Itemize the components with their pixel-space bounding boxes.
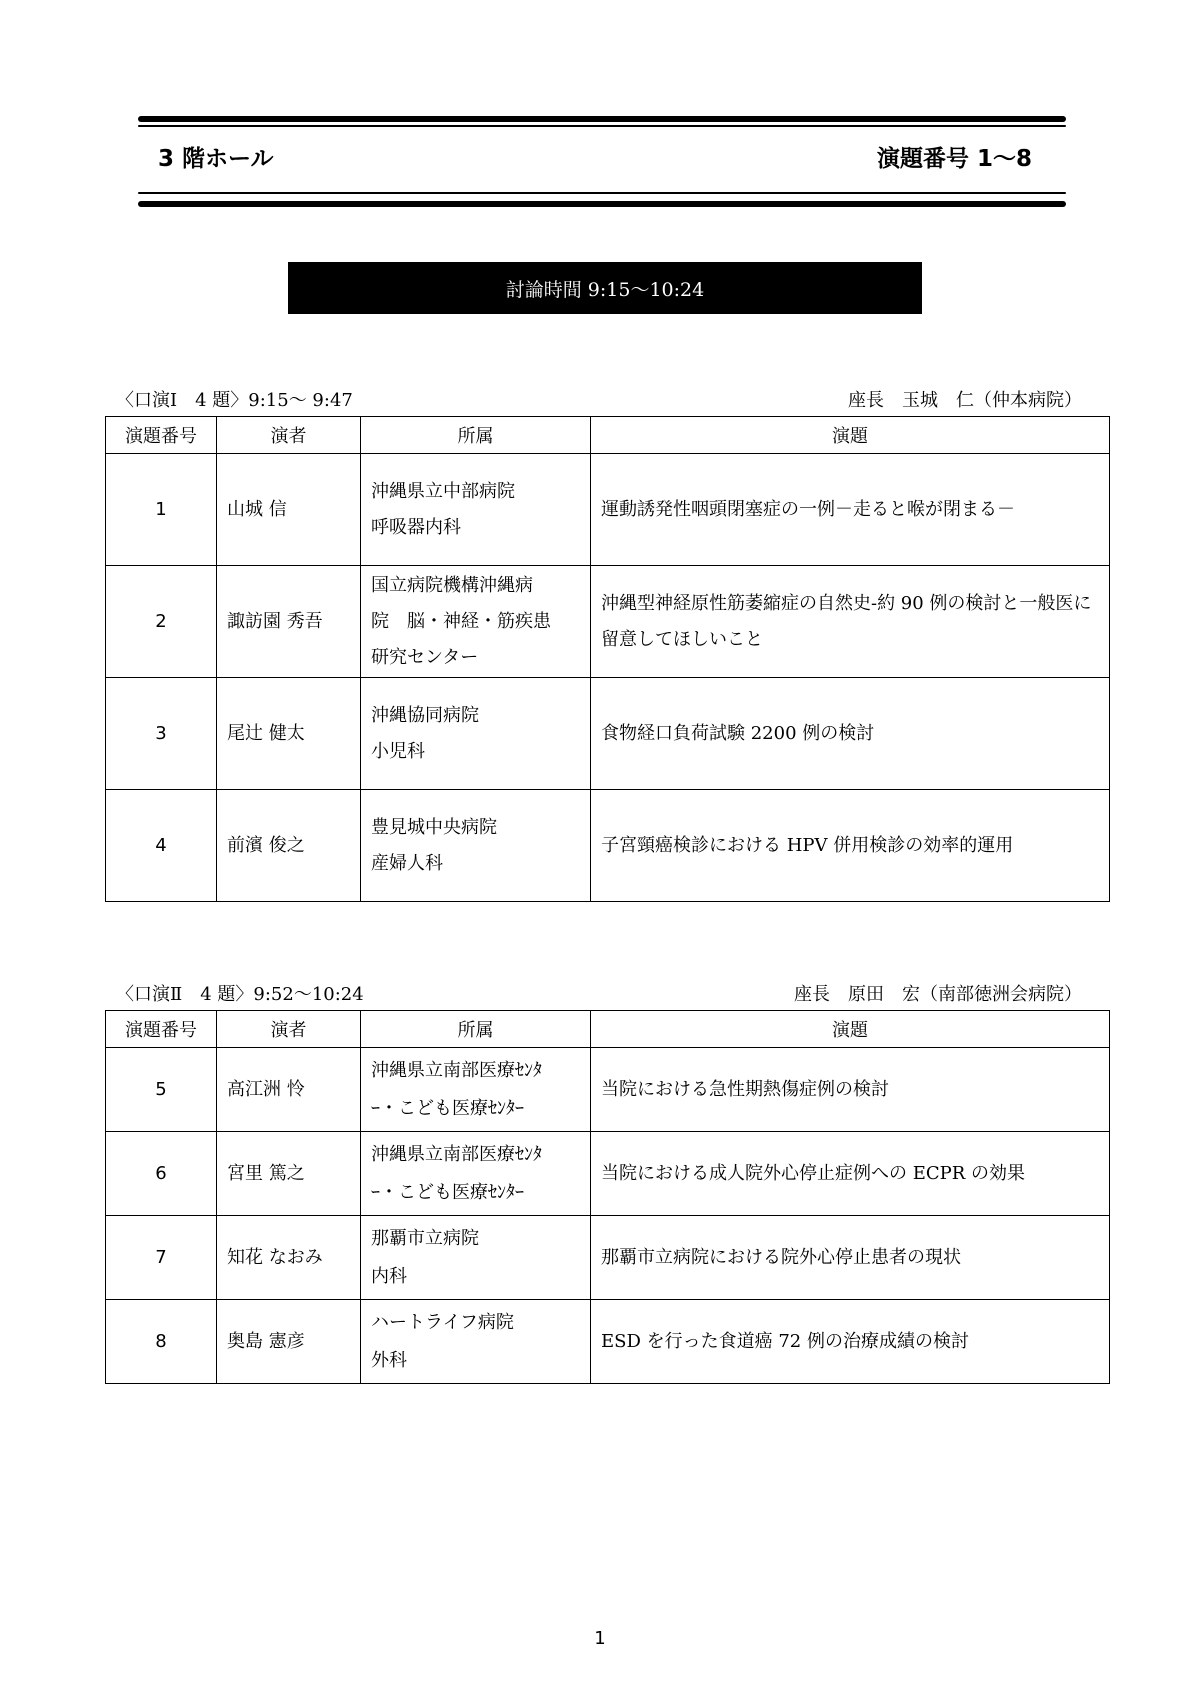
affiliation-line: 研究センター (371, 646, 479, 668)
table-header-row (106, 1011, 1110, 1048)
affiliation-line: 国立病院機構沖縄病 (371, 574, 533, 596)
header-rule-bottom-thin (138, 192, 1066, 194)
affiliation-line: 豊見城中央病院 (371, 816, 497, 838)
speaker-name: 尾辻 健太 (217, 678, 361, 790)
speaker-name: 高江洲 怜 (217, 1048, 361, 1132)
presentation-title: 沖縄型神経原性筋萎縮症の自然史-約 90 例の検討と一般医に留意してほしいこと (591, 566, 1110, 678)
col-header-speaker: 演者 (217, 1011, 361, 1048)
speaker-name: 知花 なおみ (217, 1216, 361, 1300)
abstract-number: 7 (106, 1216, 217, 1300)
abstract-range-title: 演題番号 1～8 (876, 146, 1032, 172)
abstract-number: 6 (106, 1132, 217, 1216)
speaker-name: 宮里 篤之 (217, 1132, 361, 1216)
col-header-title: 演題 (591, 417, 1110, 454)
speaker-name: 奥島 憲彦 (217, 1300, 361, 1384)
session-2-table (105, 1010, 1110, 1384)
presentation-title: 当院における成人院外心停止症例への ECPR の効果 (591, 1132, 1110, 1216)
col-header-number: 演題番号 (106, 417, 217, 454)
affiliation (361, 1048, 591, 1132)
affiliation-line: 内科 (371, 1265, 407, 1287)
presentation-title: 子宮頸癌検診における HPV 併用検診の効率的運用 (591, 790, 1110, 902)
affiliation (361, 1132, 591, 1216)
speaker-name: 山城 信 (217, 454, 361, 566)
affiliation-line: ハートライフ病院 (371, 1311, 514, 1333)
affiliation (361, 566, 591, 678)
abstract-number: 5 (106, 1048, 217, 1132)
affiliation-line: 沖縄県立中部病院 (371, 480, 515, 502)
table-row (106, 1132, 1110, 1216)
affiliation-line: 産婦人科 (371, 852, 443, 874)
table-row (106, 1048, 1110, 1132)
speaker-name: 諏訪園 秀吾 (217, 566, 361, 678)
header-rule-bottom-thick (138, 201, 1066, 207)
col-header-number: 演題番号 (106, 1011, 217, 1048)
table-row (106, 678, 1110, 790)
affiliation-line: ｰ・こども医療ｾﾝﾀｰ (371, 1097, 524, 1119)
abstract-number: 4 (106, 790, 217, 902)
speaker-name: 前濱 俊之 (217, 790, 361, 902)
col-header-title: 演題 (591, 1011, 1110, 1048)
table-row (106, 566, 1110, 678)
affiliation-line: 沖縄県立南部医療ｾﾝﾀ (371, 1059, 542, 1081)
page-number: 1 (594, 1628, 606, 1649)
affiliation-line: 小児科 (371, 740, 425, 762)
col-header-affiliation: 所属 (361, 417, 591, 454)
session-chair: 座長 原田 宏（南部徳洲会病院） (794, 984, 1082, 1005)
table-row (106, 454, 1110, 566)
presentation-title: 当院における急性期熱傷症例の検討 (591, 1048, 1110, 1132)
header-rule-top-thick (138, 116, 1066, 122)
presentation-title: 那覇市立病院における院外心停止患者の現状 (591, 1216, 1110, 1300)
table-row (106, 1216, 1110, 1300)
table-row (106, 1300, 1110, 1384)
affiliation (361, 790, 591, 902)
abstract-number: 8 (106, 1300, 217, 1384)
table-row (106, 790, 1110, 902)
session-chair: 座長 玉城 仁（仲本病院） (848, 390, 1082, 411)
col-header-affiliation: 所属 (361, 1011, 591, 1048)
presentation-title: 食物経口負荷試験 2200 例の検討 (591, 678, 1110, 790)
col-header-speaker: 演者 (217, 417, 361, 454)
hall-title: 3 階ホール (158, 146, 274, 172)
session-label: 〈口演Ⅰ 4 題〉9:15～ 9:47 (116, 390, 353, 411)
affiliation-line: 沖縄県立南部医療ｾﾝﾀ (371, 1143, 542, 1165)
affiliation-line: 院 脳・神経・筋疾患 (371, 610, 551, 632)
session-label: 〈口演Ⅱ 4 題〉9:52～10:24 (116, 984, 364, 1005)
header-rule-top-thin (138, 125, 1066, 127)
presentation-title: ESD を行った食道癌 72 例の治療成績の検討 (591, 1300, 1110, 1384)
session-1-table (105, 416, 1110, 902)
affiliation (361, 678, 591, 790)
affiliation (361, 454, 591, 566)
affiliation-line: 那覇市立病院 (371, 1227, 479, 1249)
presentation-title: 運動誘発性咽頭閉塞症の一例－走ると喉が閉まる－ (591, 454, 1110, 566)
affiliation-line: ｰ・こども医療ｾﾝﾀｰ (371, 1181, 524, 1203)
affiliation (361, 1216, 591, 1300)
affiliation-line: 沖縄協同病院 (371, 704, 479, 726)
affiliation (361, 1300, 591, 1384)
table-header-row (106, 417, 1110, 454)
affiliation-line: 外科 (371, 1349, 407, 1371)
discussion-time-banner: 討論時間 9:15～10:24 (288, 262, 922, 314)
abstract-number: 3 (106, 678, 217, 790)
abstract-number: 1 (106, 454, 217, 566)
abstract-number: 2 (106, 566, 217, 678)
affiliation-line: 呼吸器内科 (371, 516, 461, 538)
